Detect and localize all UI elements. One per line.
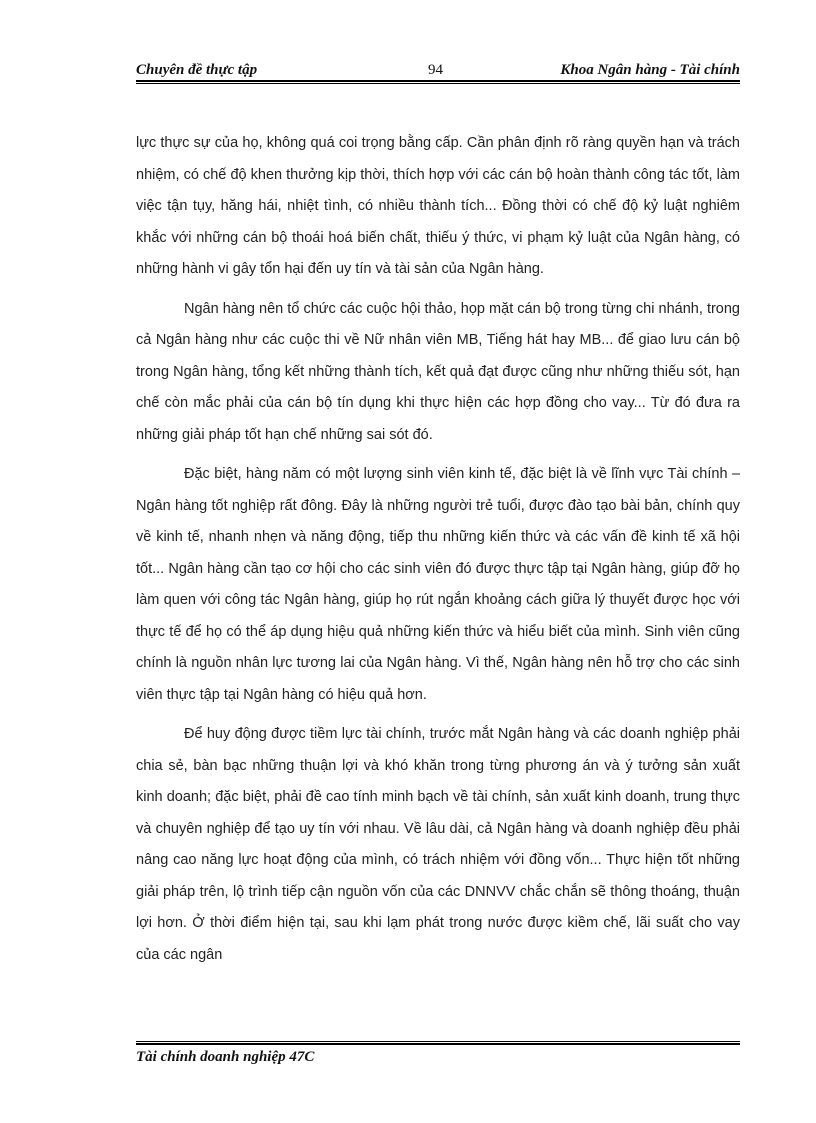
paragraph-2: Ngân hàng nên tổ chức các cuộc hội thảo, họp mặt cán bộ trong từng chi nhánh, trong cả Ngân hàng như các cuộc thi về Nữ nhân viên MB, Tiếng hát hay MB... để giao lưu cán bộ trong Ngân hàng, tổng kết những thành tích, kết quả đạt được cũng như những thiếu sót, hạn chế còn mắc phải của cán bộ tín dụng khi thực hiện các hợp đồng cho vay... Từ đó đưa ra những giải pháp tốt hạn chế những sai sót đó. (136, 300, 740, 443)
document-body (136, 128, 740, 979)
header-faculty: Khoa Ngân hàng - Tài chính (560, 62, 740, 78)
page-number: 94 (428, 62, 443, 78)
footer-rule (136, 1041, 740, 1045)
header-rule (136, 80, 740, 84)
paragraph-1: lực thực sự của họ, không quá coi trọng bằng cấp. Cần phân định rõ ràng quyền hạn và trách nhiệm, có chế độ khen thưởng kịp thời, thích hợp với các cán bộ hoàn thành công tác tốt, làm việc tận tụy, hăng hái, nhiệt tình, có nhiều thành tích... Đồng thời có chế độ kỷ luật nghiêm khắc với những cán bộ thoái hoá biến chất, thiếu ý thức, vi phạm kỷ luật của Ngân hàng, có những hành vi gây tổn hại đến uy tín và tài sản của Ngân hàng. (136, 135, 740, 277)
page-header (136, 58, 740, 82)
paragraph-4: Để huy động được tiềm lực tài chính, trước mắt Ngân hàng và các doanh nghiệp phải chia sẻ, bàn bạc những thuận lợi và khó khăn trong từng phương án và ý tưởng sản xuất kinh doanh; đặc biệt, phải đề cao tính minh bạch về tài chính, sản xuất kinh doanh, trung thực và chuyên nghiệp để tạo uy tín với nhau. Về lâu dài, cả Ngân hàng và doanh nghiệp đều phải nâng cao năng lực hoạt động của mình, có trách nhiệm với đồng vốn... Thực hiện tốt những giải pháp trên, lộ trình tiếp cận nguồn vốn của các DNNVV chắc chắn sẽ thông thoáng, thuận lợi hơn. Ở thời điểm hiện tại, sau khi lạm phát trong nước được kiềm chế, lãi suất cho vay của các ngân (136, 726, 740, 963)
header-report-title: Chuyên đề thực tập (136, 62, 258, 78)
paragraph-3: Đặc biệt, hàng năm có một lượng sinh viên kinh tế, đặc biệt là về lĩnh vực Tài chính – Ngân hàng tốt nghiệp rất đông. Đây là những người trẻ tuổi, được đào tạo bài bản, chính quy về kinh tế, nhanh nhẹn và năng động, tiếp thu những kiến thức và các vấn đề kinh tế xã hội tốt... Ngân hàng cần tạo cơ hội cho các sinh viên đó được thực tập tại Ngân hàng, giúp đỡ họ làm quen với công tác Ngân hàng, giúp họ rút ngắn khoảng cách giữa lý thuyết được học với thực tế để họ có thể áp dụng hiệu quả những kiến thức và hiểu biết của mình. Sinh viên cũng chính là nguồn nhân lực tương lai của Ngân hàng. Vì thế, Ngân hàng nên hỗ trợ cho các sinh viên thực tập tại Ngân hàng có hiệu quả hơn. (136, 466, 740, 703)
page-footer: Tài chính doanh nghiệp 47C (136, 1049, 315, 1065)
